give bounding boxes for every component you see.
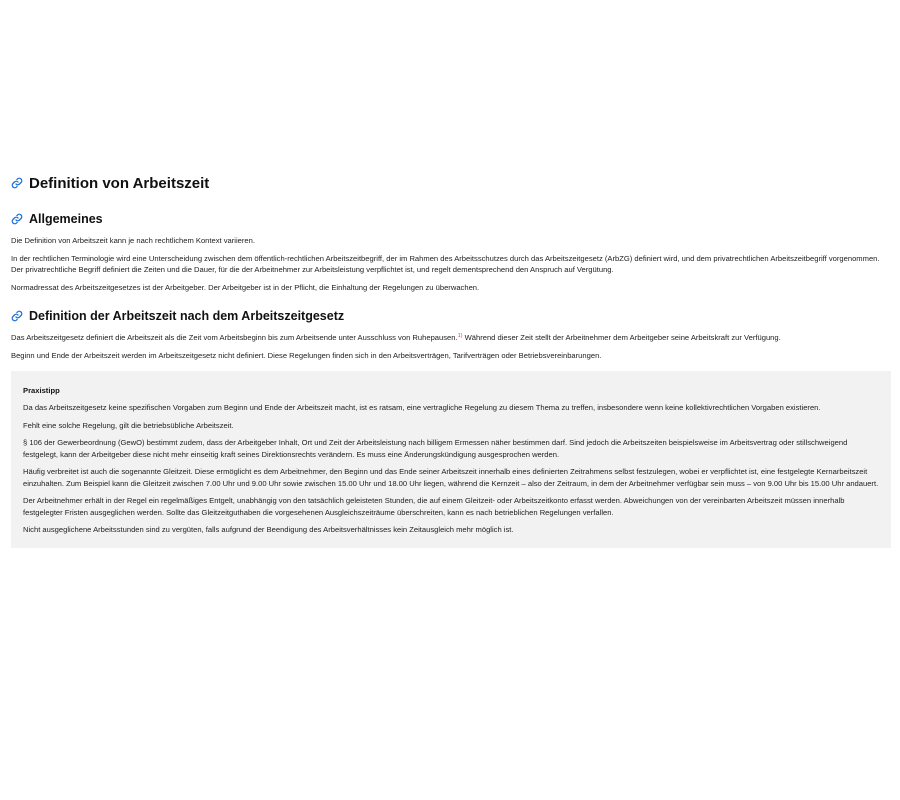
tip-paragraph: Häufig verbreitet ist auch die sogenannte Gleitzeit. Diese ermöglicht es dem Arbeitnehmer, den Beginn und das Ende seiner Arbeitszeit innerhalb eines definierten Zeitrahmens selbst festzulegen, wobei er verpflichtet ist, eine festgelegte Kernarbeitszeit einzuhalten. Zum Beispiel kann die Gleitzeit zwischen 7.00 Uhr und 9.00 Uhr sowie zwischen 15.00 Uhr und 18.00 Uhr liegen, während die Kernzeit – also der Zeitraum, in dem der Arbeitnehmer verfügbar sein muss – von 9.00 Uhr bis 15.00 Uhr andauert. bbox=[23, 467, 879, 488]
paragraph-text: Während dieser Zeit stellt der Arbeitnehmer dem Arbeitgeber seine Arbeitskraft zur Verfügung. bbox=[462, 333, 781, 342]
link-icon[interactable] bbox=[11, 213, 23, 225]
tip-paragraph: Der Arbeitnehmer erhält in der Regel ein regelmäßiges Entgelt, unabhängig von den tatsächlich geleisteten Stunden, die auf einem Gleitzeit- oder Arbeitszeitkonto erfasst werden. Abweichungen von der vereinbarten Arbeitszeit müssen innerhalb festgelegter Fristen ausgeglichen werden. Sollte das Gleitzeitguthaben die vorgesehenen Ausgleichszeiträume überschreiten, kann es nach betrieblichen Regelungen verfallen. bbox=[23, 496, 845, 517]
footnote-link[interactable]: 1) bbox=[457, 333, 463, 339]
paragraph: Normadressat des Arbeitszeitgesetzes ist der Arbeitgeber. Der Arbeitgeber ist in der Pflicht, die Einhaltung der Regelungen zu überwachen. bbox=[11, 282, 480, 292]
tip-paragraph: Da das Arbeitszeitgesetz keine spezifischen Vorgaben zum Beginn und Ende der Arbeitszeit macht, ist es ratsam, eine vertragliche Regelung zu diesem Thema zu treffen, insbesondere wenn keine kollektivrechtlichen Vorgaben existieren. bbox=[23, 403, 821, 412]
section-heading-arbzg bbox=[11, 307, 891, 325]
tip-paragraph: § 106 der Gewerbeordnung (GewO) bestimmt zudem, dass der Arbeitgeber Inhalt, Ort und Zeit der Arbeitsleistung nach billigem Ermessen näher bestimmen darf. Sind jedoch die Arbeitszeiten beispielsweise im Arbeitsvertrag oder stillschweigend festgelegt, kann der Arbeitgeber diese nicht mehr einseitig kraft seines Direktionsrechts verändern. Es muss eine Änderungskündigung ausgesprochen werden. bbox=[23, 438, 848, 459]
article-content bbox=[11, 172, 891, 548]
section-heading-text: Allgemeines bbox=[29, 212, 103, 226]
practice-tip-box bbox=[11, 371, 891, 548]
tip-title: Praxistipp bbox=[23, 386, 60, 395]
tip-paragraph: Fehlt eine solche Regelung, gilt die betriebsübliche Arbeitszeit. bbox=[23, 420, 234, 430]
paragraph: Beginn und Ende der Arbeitszeit werden im Arbeitszeitgesetz nicht definiert. Diese Regelungen finden sich in den Arbeitsverträgen, Tarifverträgen oder Betriebsvereinbarungen. bbox=[11, 350, 602, 360]
paragraph-text: Das Arbeitszeitgesetz definiert die Arbeitszeit als die Zeit vom Arbeitsbeginn bis zum Arbeitsende unter Ausschluss von Ruhepausen. bbox=[11, 333, 458, 342]
page-title bbox=[11, 172, 891, 194]
tip-paragraph: Nicht ausgeglichene Arbeitsstunden sind zu vergüten, falls aufgrund der Beendigung des Arbeitsverhältnisses kein Zeitausgleich mehr möglich ist. bbox=[23, 525, 514, 534]
section-heading-text: Definition der Arbeitszeit nach dem Arbeitszeitgesetz bbox=[29, 309, 345, 323]
paragraph bbox=[11, 332, 891, 344]
section-heading-general bbox=[11, 210, 891, 228]
link-icon[interactable] bbox=[11, 177, 23, 189]
link-icon[interactable] bbox=[11, 310, 23, 322]
paragraph: In der rechtlichen Terminologie wird eine Unterscheidung zwischen dem öffentlich-rechtlichen Arbeitszeitbegriff, der im Rahmen des Arbeitsschutzes durch das Arbeitszeitgesetz (ArbZG) definiert wird, und dem privatrechtlichen Arbeitszeitbegriff vorgenommen. Der privatrechtliche Begriff definiert die Zeiten und die Dauer, für die der Arbeitnehmer zur Arbeitsleistung verpflichtet ist, und regelt dementsprechend den Anspruch auf Vergütung. bbox=[11, 253, 880, 274]
page-title-text: Definition von Arbeitszeit bbox=[29, 174, 210, 192]
paragraph: Die Definition von Arbeitszeit kann je nach rechtlichem Kontext variieren. bbox=[11, 236, 255, 245]
